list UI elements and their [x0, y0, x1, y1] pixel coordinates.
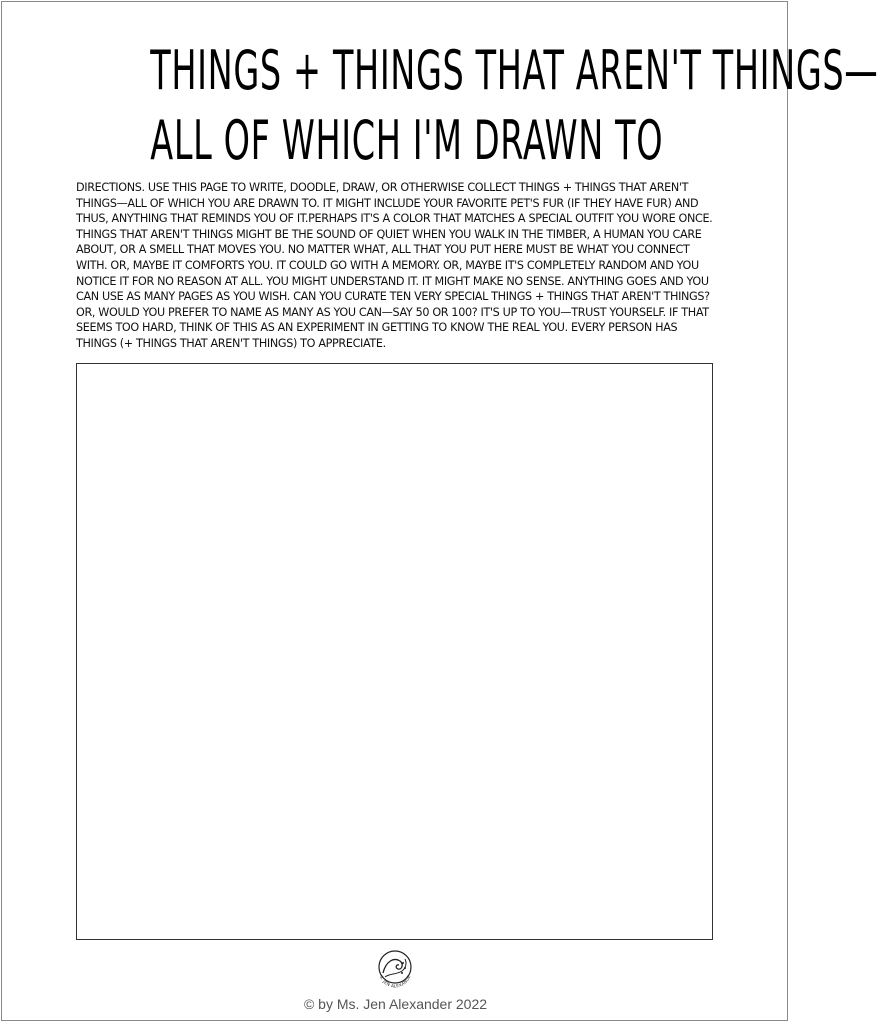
page-title [150, 36, 878, 176]
logo-text: S. JEN ALEXANDE [378, 974, 412, 989]
drawing-area[interactable] [76, 363, 713, 940]
wave-circle-logo-icon [372, 947, 418, 993]
copyright-footer: © by Ms. Jen Alexander 2022 [303, 996, 488, 1012]
directions-text: DIRECTIONS. USE THIS PAGE TO WRITE, DOODLE, DRAW, OR OTHERWISE COLLECT THINGS + THINGS THAT AREN'T THINGS—ALL OF WHICH YOU ARE DRAWN TO. IT MIGHT INCLUDE YOUR FAVORITE PET'S FUR (IF THEY HAVE FUR) AND THUS, ANYTHING THAT REMINDS YOU OF IT.PERHAPS IT'S A COLOR THAT MATCHES A SPECIAL OUTFIT YOU WORE ONCE. THINGS THAT AREN'T THINGS MIGHT BE THE SOUND OF QUIET WHEN YOU WALK IN THE TIMBER, A HUMAN YOU CARE ABOUT, OR A SMELL THAT MOVES YOU. NO MATTER WHAT, ALL THAT YOU PUT HERE MUST BE WHAT YOU CONNECT WITH. OR, MAYBE IT COMFORTS YOU. IT COULD GO WITH A MEMORY. OR, MAYBE IT'S COMPLETELY RANDOM AND YOU NOTICE IT FOR NO REASON AT ALL. YOU MIGHT UNDERSTAND IT. IT MIGHT MAKE NO SENSE. ANYTHING GOES AND YOU CAN USE AS MANY PAGES AS YOU WISH. CAN YOU CURATE TEN VERY SPECIAL THINGS + THINGS THAT AREN'T THINGS? OR, WOULD YOU PREFER TO NAME AS MANY AS YOU CAN—SAY 50 OR 100? IT'S UP TO YOU—TRUST YOURSELF. IF THAT SEEMS TOO HARD, THINK OF THIS AS AN EXPERIMENT IN GETTING TO KNOW THE REAL YOU. EVERY PERSON HAS THINGS (+ THINGS THAT AREN'T THINGS) TO APPRECIATE. [76, 181, 713, 350]
title-line-1: THINGS + THINGS THAT AREN'T THINGS— [150, 39, 878, 102]
title-line-2: ALL OF WHICH I'M DRAWN TO [150, 109, 664, 172]
